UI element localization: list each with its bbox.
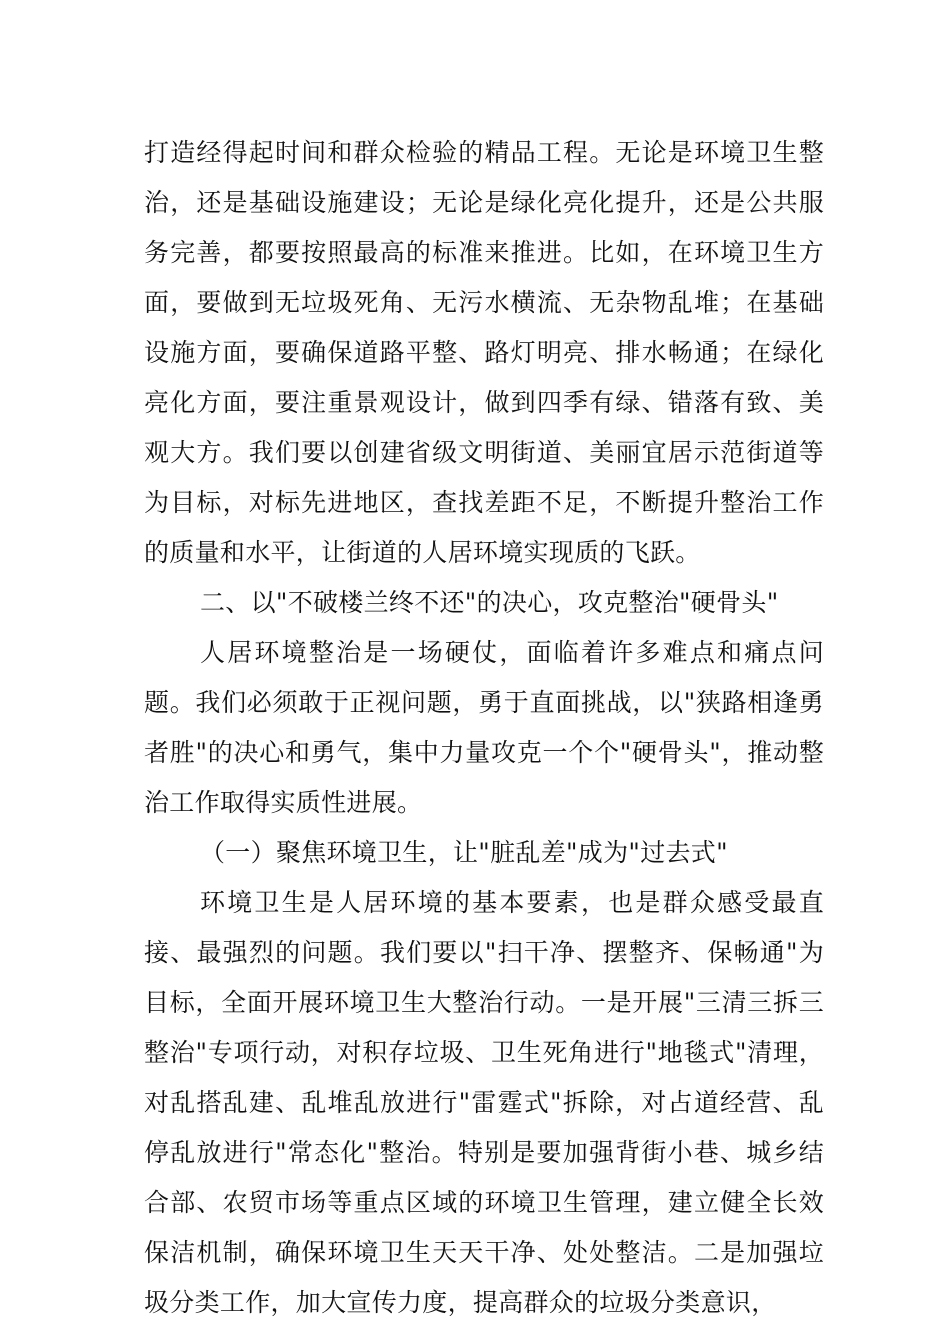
subsection-heading: （一）聚焦环境卫生，让"脏乱差"成为"过去式" xyxy=(200,838,728,867)
paragraph-environment-hygiene: 环境卫生是人居环境的基本要素，也是群众感受最直接、最强烈的问题。我们要以"扫干净、摆整齐、保畅通"为目标，全面开展环境卫生大整治行动。一是开展"三清三拆三整治"专项行动，对积存垃圾、卫生死角进行"地毯式"清理，对乱搭乱建、乱堆乱放进行"雷霆式"拆除，对占道经营、乱停乱放进行"常态化"整治。特别是要加强背街小巷、城乡结合部、农贸市场等重点区域的环境卫生管理，建立健全长效保洁机制，确保环境卫生天天干净、处处整洁。二是加强垃圾分类工作，加大宣传力度，提高群众的垃圾分类意识， xyxy=(144,888,824,1317)
section-heading: 二、以"不破楼兰终不还"的决心，攻克整治"硬骨头" xyxy=(200,588,779,617)
paragraph-continuation: 打造经得起时间和群众检验的精品工程。无论是环境卫生整治，还是基础设施建设；无论是绿化亮化提升，还是公共服务完善，都要按照最高的标准来推进。比如，在环境卫生方面，要做到无垃圾死角、无污水横流、无杂物乱堆；在基础设施方面，要确保道路平整、路灯明亮、排水畅通；在绿化亮化方面，要注重景观设计，做到四季有绿、错落有致、美观大方。我们要以创建省级文明街道、美丽宜居示范街道等为目标，对标先进地区，查找差距不足，不断提升整治工作的质量和水平，让街道的人居环境实现质的飞跃。 xyxy=(144,138,824,567)
document-body xyxy=(144,128,824,1328)
paragraph-section-intro: 人居环境整治是一场硬仗，面临着许多难点和痛点问题。我们必须敢于正视问题，勇于直面挑战，以"狭路相逢勇者胜"的决心和勇气，集中力量攻克一个个"硬骨头"，推动整治工作取得实质性进展。 xyxy=(144,638,824,817)
